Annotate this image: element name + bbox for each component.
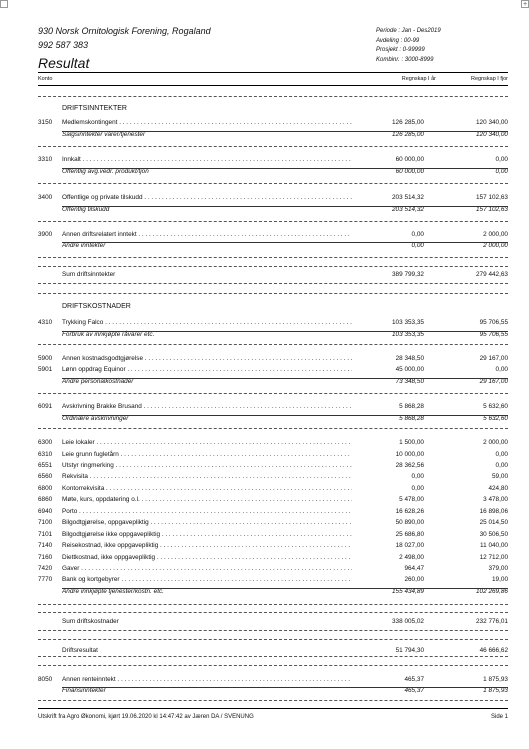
- account-row: [38, 541, 508, 551]
- value-current-year: 465,37: [404, 676, 424, 683]
- account-row: [38, 155, 508, 165]
- row-label: Bilgodtgjørelse ikke oppgavepliktig . . .: [62, 530, 352, 540]
- row-label: Utstyr ringmerking . . .: [62, 461, 352, 471]
- value-current-year: 0,00: [411, 242, 424, 249]
- meta-kombinr: Kombinr. : 3000-8999: [376, 56, 434, 63]
- value-previous-year: 102 269,86: [476, 588, 508, 595]
- value-previous-year: 19,00: [492, 576, 508, 583]
- section-separator: [38, 96, 508, 97]
- account-number: 6300: [38, 439, 53, 446]
- section-separator: [38, 266, 508, 267]
- row-label: Medlemskontingent . . .: [62, 118, 352, 128]
- total-row: [38, 617, 508, 627]
- row-label: Forbruk av innkjøpte råvarer etc.: [62, 331, 155, 338]
- row-label: Bank og kortgebyrer . . .: [62, 575, 352, 585]
- row-label: Andre personalkostnader: [62, 378, 134, 385]
- account-row: [38, 193, 508, 203]
- row-label: Avskrivning Brakke Brusand . . .: [62, 402, 352, 412]
- row-label: Annen renteinntekt . . .: [62, 675, 352, 685]
- meta-avdeling: Avdeling : 00-99: [376, 37, 420, 44]
- account-row: [38, 484, 508, 494]
- page-number: Side 1: [490, 714, 508, 720]
- account-number: 6091: [38, 403, 53, 410]
- account-number: 7140: [38, 542, 53, 549]
- subtotal-rule: [62, 687, 508, 688]
- account-number: 6560: [38, 473, 53, 480]
- value-previous-year: 2 000,00: [483, 439, 508, 446]
- account-row: [38, 318, 508, 328]
- value-current-year: 103 353,35: [392, 331, 424, 338]
- value-previous-year: 2 000,00: [483, 242, 508, 249]
- value-current-year: 2 498,00: [399, 554, 424, 561]
- value-current-year: 5 478,00: [399, 496, 424, 503]
- account-row: [38, 553, 508, 563]
- value-previous-year: 279 442,63: [476, 271, 508, 278]
- account-number: 7101: [38, 531, 53, 538]
- subtotal-rule: [62, 131, 508, 132]
- value-current-year: 338 005,02: [392, 618, 424, 625]
- row-label: Bilgodtgjørelse, oppgavepliktig . . .: [62, 518, 352, 528]
- value-current-year: 60 000,00: [395, 156, 424, 163]
- section-separator: [38, 257, 508, 258]
- corner-box-right: +: [522, 1, 528, 8]
- account-row: [38, 402, 508, 412]
- section-separator: [38, 428, 508, 429]
- value-previous-year: 232 776,01: [476, 618, 508, 625]
- value-current-year: 73 348,50: [395, 378, 424, 385]
- value-previous-year: 0,00: [495, 156, 508, 163]
- account-number: 7770: [38, 576, 53, 583]
- account-number: 3400: [38, 194, 53, 201]
- meta-periode: Periode : Jan - Des2019: [376, 28, 441, 34]
- value-previous-year: 30 506,50: [479, 531, 508, 538]
- account-number: 6551: [38, 462, 53, 469]
- section-heading: [38, 104, 508, 114]
- account-row: [38, 438, 508, 448]
- row-label: DRIFTSINNTEKTER: [62, 105, 127, 112]
- row-label: Diettkostnad, ikke oppgavepliktig . . .: [62, 553, 352, 563]
- report-parameters: [376, 27, 441, 65]
- account-number: 7160: [38, 554, 53, 561]
- row-label: DRIFTSKOSTNADER: [62, 303, 131, 310]
- row-label: Sum driftsinntekter: [62, 271, 116, 278]
- report-page: [38, 0, 508, 749]
- value-previous-year: 0,00: [495, 451, 508, 458]
- section-separator: [38, 293, 508, 294]
- value-previous-year: 95 706,55: [479, 331, 508, 338]
- value-previous-year: 95 706,55: [479, 319, 508, 326]
- corner-box-left: [0, 0, 8, 8]
- account-number: 3150: [38, 119, 53, 126]
- account-row: [38, 507, 508, 517]
- value-previous-year: 120 340,00: [476, 119, 508, 126]
- section-separator: [38, 344, 508, 345]
- section-separator: [38, 700, 508, 701]
- row-label: Annen kostnadsgodtgjørelse . . .: [62, 354, 352, 364]
- subtotal-rule: [62, 588, 508, 589]
- row-label: Sum driftskostnader: [62, 618, 119, 625]
- value-previous-year: 29 167,00: [479, 378, 508, 385]
- row-label: Andre innkjøpte tjenester/kostn. etc.: [62, 588, 164, 595]
- column-header-current-year: Regnskap I år: [401, 76, 436, 82]
- row-label: Porto . . .: [62, 507, 352, 517]
- value-previous-year: 29 167,00: [479, 355, 508, 362]
- account-row: [38, 495, 508, 505]
- row-label: Kontorrekvisita . . .: [62, 484, 352, 494]
- section-separator: [38, 393, 508, 394]
- value-current-year: 389 799,32: [392, 271, 424, 278]
- value-current-year: 1 500,00: [399, 439, 424, 446]
- section-separator: [38, 146, 508, 147]
- value-current-year: 0,00: [411, 231, 424, 238]
- account-number: 3310: [38, 156, 53, 163]
- value-previous-year: 46 666,62: [479, 647, 508, 654]
- section-separator: [38, 221, 508, 222]
- value-previous-year: 0,00: [495, 366, 508, 373]
- account-row: [38, 230, 508, 240]
- value-current-year: 5 868,28: [399, 415, 424, 422]
- account-row: [38, 354, 508, 364]
- value-current-year: 126 285,00: [392, 119, 424, 126]
- account-row: [38, 530, 508, 540]
- row-label: Rekvisita . . .: [62, 472, 352, 482]
- subtotal-rule: [62, 415, 508, 416]
- row-label: Driftsresultat: [62, 647, 98, 654]
- account-number: 6310: [38, 451, 53, 458]
- value-current-year: 51 794,30: [395, 647, 424, 654]
- section-separator: [38, 283, 508, 284]
- section-heading: [38, 302, 508, 312]
- value-current-year: 25 686,80: [395, 531, 424, 538]
- row-label: Lønn oppdrag Equinor . . .: [62, 365, 352, 375]
- row-label: Trykking Falco . . .: [62, 318, 352, 328]
- section-separator: [38, 639, 508, 640]
- account-number: 3900: [38, 231, 53, 238]
- value-previous-year: 5 632,60: [483, 415, 508, 422]
- row-label: Reisekostnad, ikke oppgavepliktig . . .: [62, 541, 352, 551]
- account-row: [38, 564, 508, 574]
- value-previous-year: 1 875,93: [483, 687, 508, 694]
- value-previous-year: 157 102,63: [476, 194, 508, 201]
- value-current-year: 28 362,56: [395, 462, 424, 469]
- value-previous-year: 0,00: [495, 462, 508, 469]
- value-current-year: 126 285,00: [392, 131, 424, 138]
- value-current-year: 10 000,00: [395, 451, 424, 458]
- value-current-year: 465,37: [404, 687, 424, 694]
- account-number: 7420: [38, 565, 53, 572]
- row-label: Finansinntekter: [62, 687, 106, 694]
- account-number: 8050: [38, 676, 53, 683]
- value-current-year: 964,47: [404, 565, 424, 572]
- value-current-year: 16 628,26: [395, 508, 424, 515]
- value-current-year: 0,00: [411, 473, 424, 480]
- value-current-year: 103 353,35: [392, 319, 424, 326]
- section-separator: [38, 183, 508, 184]
- value-current-year: 18 027,00: [395, 542, 424, 549]
- account-number: 4310: [38, 319, 53, 326]
- page-title: Resultat: [38, 55, 90, 71]
- subtotal-rule: [62, 242, 508, 243]
- column-header-previous-year: Regnskap I fjor: [471, 76, 508, 82]
- account-row: [38, 118, 508, 128]
- account-row: [38, 461, 508, 471]
- total-row: [38, 270, 508, 280]
- value-current-year: 155 434,89: [392, 588, 424, 595]
- value-previous-year: 59,00: [492, 473, 508, 480]
- row-label: Leie grunn fugletårn . . .: [62, 450, 352, 460]
- row-label: Leie lokaler . . .: [62, 438, 352, 448]
- value-previous-year: 2 000,00: [483, 231, 508, 238]
- row-label: Andre inntekter: [62, 242, 106, 249]
- row-label: Ordinære avskrivninger: [62, 415, 129, 422]
- account-row: [38, 518, 508, 528]
- account-number: 6860: [38, 496, 53, 503]
- account-row: [38, 472, 508, 482]
- row-label: Salgsinntekter varer/tjenester: [62, 131, 146, 138]
- value-current-year: 28 348,50: [395, 355, 424, 362]
- row-label: Møte, kurs, oppdatering o.l. . . .: [62, 495, 352, 505]
- subtotal-rule: [62, 168, 508, 169]
- print-info: Utskrift fra Agro Økonomi, kjørt 19.06.2020 kl 14:47:42 av Jæren DA / SVENUNG: [38, 714, 254, 720]
- value-previous-year: 1 875,93: [483, 676, 508, 683]
- account-row: [38, 675, 508, 685]
- row-label: Offentlig tilskudd: [62, 206, 110, 213]
- value-previous-year: 5 632,60: [483, 403, 508, 410]
- organization-name: 930 Norsk Ornitologisk Forening, Rogaland: [38, 26, 211, 36]
- subtotal-rule: [62, 331, 508, 332]
- account-row: [38, 365, 508, 375]
- column-header-rule: [38, 85, 508, 86]
- value-previous-year: 0,00: [495, 168, 508, 175]
- row-label: Annen driftsrelatert inntekt . . .: [62, 230, 352, 240]
- value-previous-year: 16 898,06: [479, 508, 508, 515]
- header-rule: [38, 72, 508, 73]
- value-previous-year: 379,00: [488, 565, 508, 572]
- total-row: [38, 646, 508, 656]
- value-previous-year: 157 102,63: [476, 206, 508, 213]
- value-previous-year: 12 712,00: [479, 554, 508, 561]
- account-number: 6940: [38, 508, 53, 515]
- value-current-year: 203 514,32: [392, 206, 424, 213]
- account-row: [38, 575, 508, 585]
- section-separator: [38, 612, 508, 613]
- account-row: [38, 450, 508, 460]
- footer-rule: [38, 708, 508, 709]
- column-header-konto: Konto: [38, 76, 53, 82]
- row-label: Offentlig avg.vedr. produkt/tjon: [62, 168, 149, 175]
- account-number: 6800: [38, 485, 53, 492]
- section-separator: [38, 656, 508, 657]
- value-current-year: 45 000,00: [395, 366, 424, 373]
- value-previous-year: 120 340,00: [476, 131, 508, 138]
- value-current-year: 60 000,00: [395, 168, 424, 175]
- section-separator: [38, 665, 508, 666]
- value-previous-year: 424,80: [488, 485, 508, 492]
- subtotal-rule: [62, 206, 508, 207]
- row-label: Innkalt . . .: [62, 155, 352, 165]
- value-current-year: 0,00: [411, 485, 424, 492]
- section-separator: [38, 630, 508, 631]
- account-number: 5901: [38, 366, 53, 373]
- organization-number: 992 587 383: [38, 40, 89, 50]
- value-current-year: 5 868,28: [399, 403, 424, 410]
- row-label: Gaver . . .: [62, 564, 352, 574]
- meta-prosjekt: Prosjekt : 0-99999: [376, 47, 425, 54]
- value-previous-year: 11 040,00: [480, 542, 508, 549]
- value-current-year: 260,00: [404, 576, 424, 583]
- value-current-year: 203 514,32: [392, 194, 424, 201]
- account-number: 5900: [38, 355, 53, 362]
- value-current-year: 50 890,00: [395, 519, 424, 526]
- row-label: Offentlige og private tilskudd . . .: [62, 193, 352, 203]
- section-separator: [38, 604, 508, 605]
- value-previous-year: 3 478,00: [483, 496, 508, 503]
- value-previous-year: 25 014,50: [479, 519, 508, 526]
- subtotal-rule: [62, 378, 508, 379]
- account-number: 7100: [38, 519, 53, 526]
